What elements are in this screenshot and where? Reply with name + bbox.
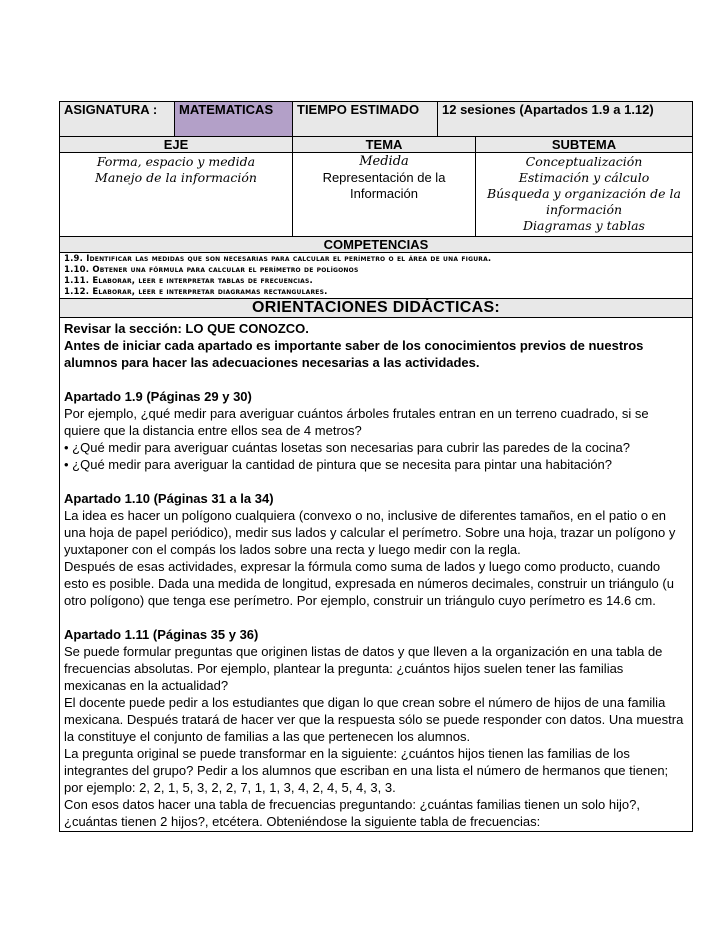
apartado-1-10-paragraph: La idea es hacer un polígono cualquiera (convexo o no, inclusive de diferentes tamaños, en el patio o en una hoja de papel periódico), medir sus lados y calcular el perímetro. Sobre una hoja, trazar un polígono y yuxtaponer con el compás los lados sobre una recta y luego medir con la regla. (64, 508, 676, 557)
apartado-1-9-bullet: • ¿Qué medir para averiguar cuántas losetas son necesarias para cubrir las paredes de la cocina? (64, 440, 631, 455)
eje-item: Forma, espacio y medida (96, 154, 256, 169)
apartado-1-11-paragraph: Se puede formular preguntas que originen listas de datos y que lleven a la organización en una tabla de frecuencias absolutas. Por ejemplo, plantear la pregunta: ¿cuántos hijos suelen tener las familias mexicanas en la actualidad? (64, 644, 663, 693)
apartado-1-9-paragraph: Por ejemplo, ¿qué medir para averiguar cuántos árboles frutales entran en un terreno cuadrado, si se quiere que la distancia entre ellos sea de 4 metros? (64, 406, 649, 438)
eje-cell (60, 153, 293, 237)
competencia-item: 1.11. Elaborar, leer e interpretar tablas de frecuencias. (64, 276, 313, 286)
column-header-row (60, 137, 693, 153)
header-row (60, 102, 693, 137)
eje-header: EJE (60, 137, 293, 153)
tema-cell (293, 153, 476, 237)
content-row (60, 153, 693, 237)
competencias-list (60, 253, 693, 299)
tema-header: TEMA (293, 137, 476, 153)
competencia-item: 1.9. Identificar las medidas que son necesarias para calcular el perímetro o el área de una figura. (64, 254, 492, 264)
intro-line-1: Revisar la sección: LO QUE CONOZCO. (64, 321, 309, 336)
subtema-item: Estimación y cálculo (518, 170, 650, 185)
competencia-item: 1.10. Obtener una fórmula para calcular el perímetro de polígonos (64, 265, 359, 275)
subtema-item: Conceptualización (525, 154, 643, 169)
apartado-1-10-title: Apartado 1.10 (Páginas 31 a la 34) (64, 491, 274, 506)
tiempo-value: 12 sesiones (Apartados 1.9 a 1.12) (438, 102, 693, 137)
asignatura-label: ASIGNATURA : (60, 102, 175, 137)
apartado-1-9-title: Apartado 1.9 (Páginas 29 y 30) (64, 389, 252, 404)
orientaciones-body (60, 318, 693, 832)
apartado-1-11-paragraph: La pregunta original se puede transformar en la siguiente: ¿cuántos hijos tienen las familias de los integrantes del grupo? Pedir a los alumnos que escriban en una lista el número de hermanos que tienen; por ejemplo: 2, 2, 1, 5, 3, 2, 2, 7, 1, 1, 3, 4, 2, 4, 5, 4, 3, 3. (64, 746, 669, 795)
subtema-item: Diagramas y tablas (523, 218, 645, 233)
apartado-1-11-title: Apartado 1.11 (Páginas 35 y 36) (64, 627, 259, 642)
tema-item: Medida (359, 154, 409, 169)
planning-document (59, 101, 692, 832)
apartado-1-11-paragraph: Con esos datos hacer una tabla de frecuencias preguntando: ¿cuántas familias tienen un solo hijo?, ¿cuántas tienen 2 hijos?, etcétera. Obteniéndose la siguiente tabla de frecuencias: (64, 797, 640, 829)
tema-item: Representación de la Información (322, 170, 446, 201)
subtema-item: Búsqueda y organización de la información (487, 186, 681, 217)
tiempo-label: TIEMPO ESTIMADO (293, 102, 438, 137)
subtema-cell (476, 153, 693, 237)
competencia-item: 1.12. Elaborar, leer e interpretar diagramas rectangulares. (64, 287, 328, 297)
orientaciones-title-row (60, 299, 693, 318)
apartado-1-11-paragraph: El docente puede pedir a los estudiantes que digan lo que crean sobre el número de hijos de una familia mexicana. Después tratará de hacer ver que la respuesta sólo se puede responder con datos. Una muestra la constituye el conjunto de familias a las que pertenecen los alumnos. (64, 695, 684, 744)
subtema-header: SUBTEMA (476, 137, 693, 153)
asignatura-value: MATEMATICAS (175, 102, 293, 137)
orientaciones-row (60, 318, 693, 832)
apartado-1-9-bullet: • ¿Qué medir para averiguar la cantidad de pintura que se necesita para pintar una habitación? (64, 457, 613, 472)
planning-table (59, 101, 693, 832)
eje-item: Manejo de la información (95, 170, 257, 185)
apartado-1-10-paragraph: Después de esas actividades, expresar la fórmula como suma de lados y luego como producto, cuando esto es posible. Dada una medida de longitud, expresada en números decimales, construir un triángulo (u otro polígono) que tenga ese perímetro. Por ejemplo, construir un triángulo cuyo perímetro es 14.6 cm. (64, 559, 674, 608)
orientaciones-title: ORIENTACIONES DIDÁCTICAS: (60, 299, 693, 318)
intro-line-2: Antes de iniciar cada apartado es importante saber de los conocimientos previos de nuestros alumnos para hacer las adecuaciones necesarias a las actividades. (64, 338, 644, 370)
competencias-title: COMPETENCIAS (60, 237, 693, 253)
competencias-row (60, 253, 693, 299)
competencias-title-row (60, 237, 693, 253)
